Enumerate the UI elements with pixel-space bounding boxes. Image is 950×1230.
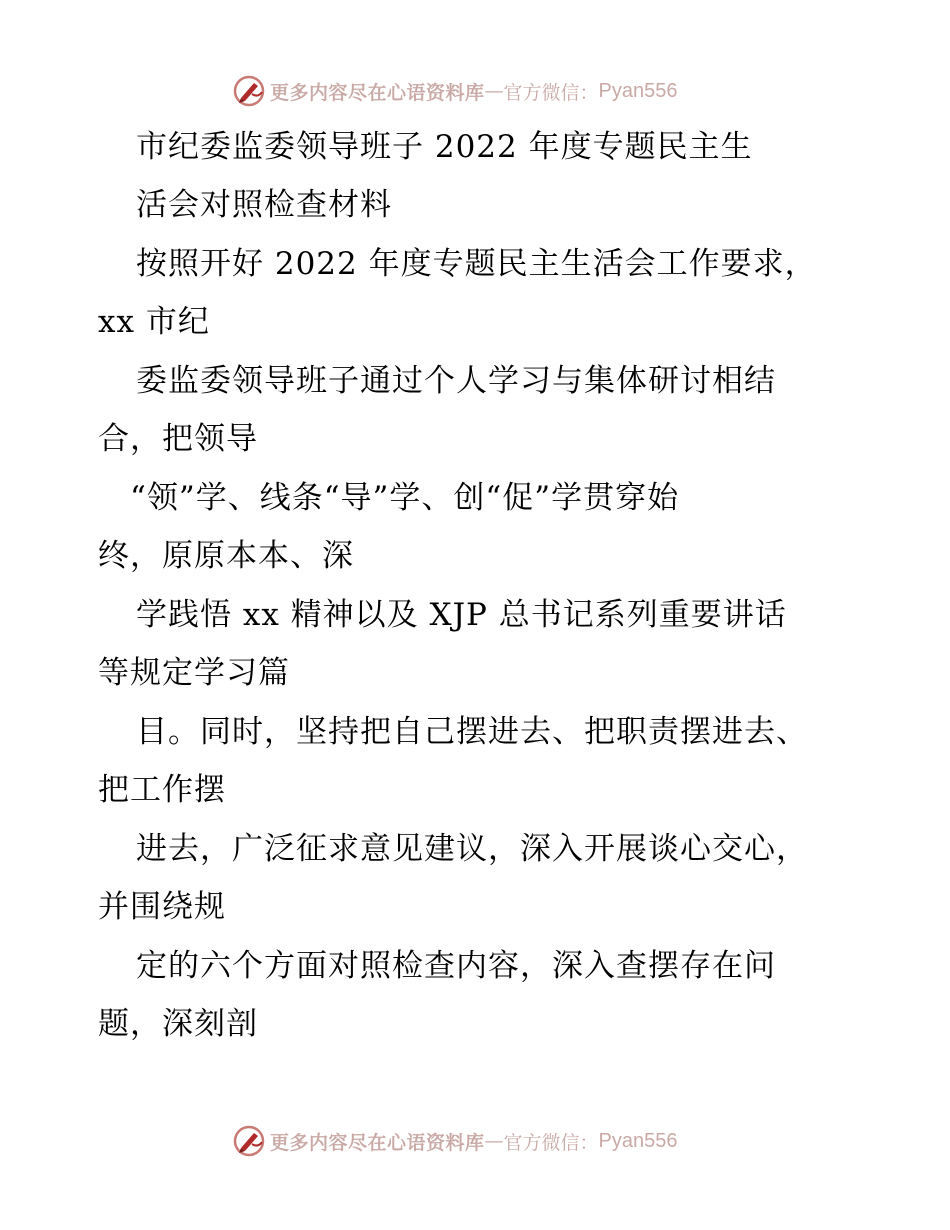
watermark-main-text: 更多内容尽在心语资料库 [270, 1131, 485, 1154]
watermark-sub-text: 官方微信： [503, 1131, 599, 1154]
text-line: 定的六个方面对照检查内容，深入查摆存在问 [136, 948, 776, 984]
text-line: “领”学、线条“导”学、创“促”学贯穿始 [130, 480, 680, 516]
text-line: 合，把领导 [98, 421, 258, 457]
watermark-id-text: Pyan556 [598, 79, 678, 102]
text-line: xx 市纪 [98, 304, 210, 340]
pen-circle-logo-icon [232, 1124, 266, 1158]
pen-circle-logo-icon [232, 74, 266, 108]
text-line: 等规定学习篇 [98, 655, 290, 691]
text-line: 目。同时，坚持把自己摆进去、把职责摆进去、 [136, 714, 808, 750]
text-line: 进去，广泛征求意见建议，深入开展谈心交心， [136, 831, 808, 867]
text-line: 终，原原本本、深 [98, 538, 354, 574]
text-line: 按照开好 2022 年度专题民主生活会工作要求， [136, 246, 817, 282]
watermark-main-text: 更多内容尽在心语资料库 [270, 81, 485, 104]
watermark-sub-text: 官方微信： [503, 81, 599, 104]
text-line: 委监委领导班子通过个人学习与集体研讨相结 [136, 363, 776, 399]
text-line: 题，深刻剖 [98, 1006, 258, 1042]
text-line: 并围绕规 [98, 889, 226, 925]
title-line-2: 活会对照检查材料 [136, 187, 392, 223]
title-line-1: 市纪委监委领导班子 2022 年度专题民主生 [136, 129, 753, 165]
watermark-separator: — [484, 80, 504, 102]
header-watermark [232, 74, 678, 108]
text-line: 学践悟 xx 精神以及 XJP 总书记系列重要讲话 [136, 597, 787, 633]
watermark-separator: — [484, 1130, 504, 1152]
footer-watermark [232, 1124, 678, 1158]
text-line: 把工作摆 [98, 772, 226, 808]
watermark-id-text: Pyan556 [598, 1129, 678, 1152]
